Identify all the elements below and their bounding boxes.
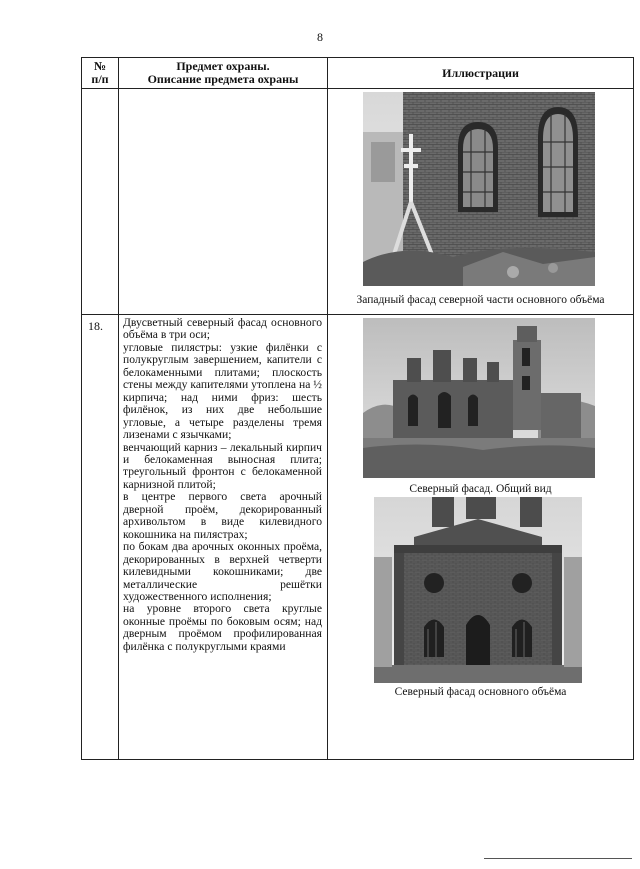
table-row — [82, 315, 634, 760]
description-line: венчающий карниз – лекальный кирпич и белокаменная выносная плита; треугольный фронтон с белокаменной карнизной плитой; — [123, 440, 322, 491]
header-number — [82, 58, 119, 89]
photo-west-facade — [363, 92, 595, 286]
footer-rule — [484, 858, 632, 859]
description-text — [123, 317, 322, 653]
west-facade-image — [363, 92, 595, 286]
header-subject-line2: Описание предмета охраны — [147, 72, 299, 86]
photo-north-facade-main — [374, 497, 582, 683]
row-description — [119, 89, 328, 315]
caption-north-facade-general: Северный фасад. Общий вид — [409, 483, 552, 495]
header-illustrations: Иллюстрации — [328, 58, 634, 89]
header-subject-line1: Предмет охраны. — [176, 59, 270, 73]
table-row — [82, 89, 634, 315]
header-number-line2: п/п — [91, 72, 109, 86]
north-facade-main-image — [374, 497, 582, 683]
illustrations-cell — [328, 89, 634, 315]
row-number: 18. — [82, 315, 119, 760]
header-subject — [119, 58, 328, 89]
row-description — [119, 315, 328, 760]
page-number: 8 — [317, 30, 323, 44]
description-line: Двусветный северный фасад основного объёма в три оси; — [123, 316, 322, 342]
table-header-row — [82, 58, 634, 89]
protection-table — [81, 57, 634, 760]
north-facade-general-image — [363, 318, 595, 478]
description-line: на уровне второго света круглые оконные проёмы по боковым осям; над дверным проёмом профилированная филёнка с полукруглыми краями — [123, 602, 322, 653]
header-number-line1: № — [93, 59, 107, 73]
description-line: в центре первого света арочный дверной проём, декорированный архивольтом в виде килевидного кокошника на пилястрах; — [123, 490, 322, 541]
description-line: угловые пилястры: узкие филёнки с полукруглым завершением, капители с белокаменными плитами; плоскость стены между капителями утоплена на ½ кирпича; над ними фриз: шесть филёнок, из них две небольшие угловые, а четыре разделены тремя лизенами с язычками; — [123, 340, 322, 442]
photo-north-facade-general — [363, 318, 595, 478]
caption-west-facade: Западный фасад северной части основного объёма — [356, 294, 605, 306]
row-number — [82, 89, 119, 315]
illustrations-cell — [328, 315, 634, 760]
description-line: по бокам два арочных оконных проёма, декорированных в верхней четверти килевидными кокошниками; две металлические решётки художественного исполнения; — [123, 540, 322, 603]
caption-north-facade-main: Северный фасад основного объёма — [394, 686, 567, 698]
